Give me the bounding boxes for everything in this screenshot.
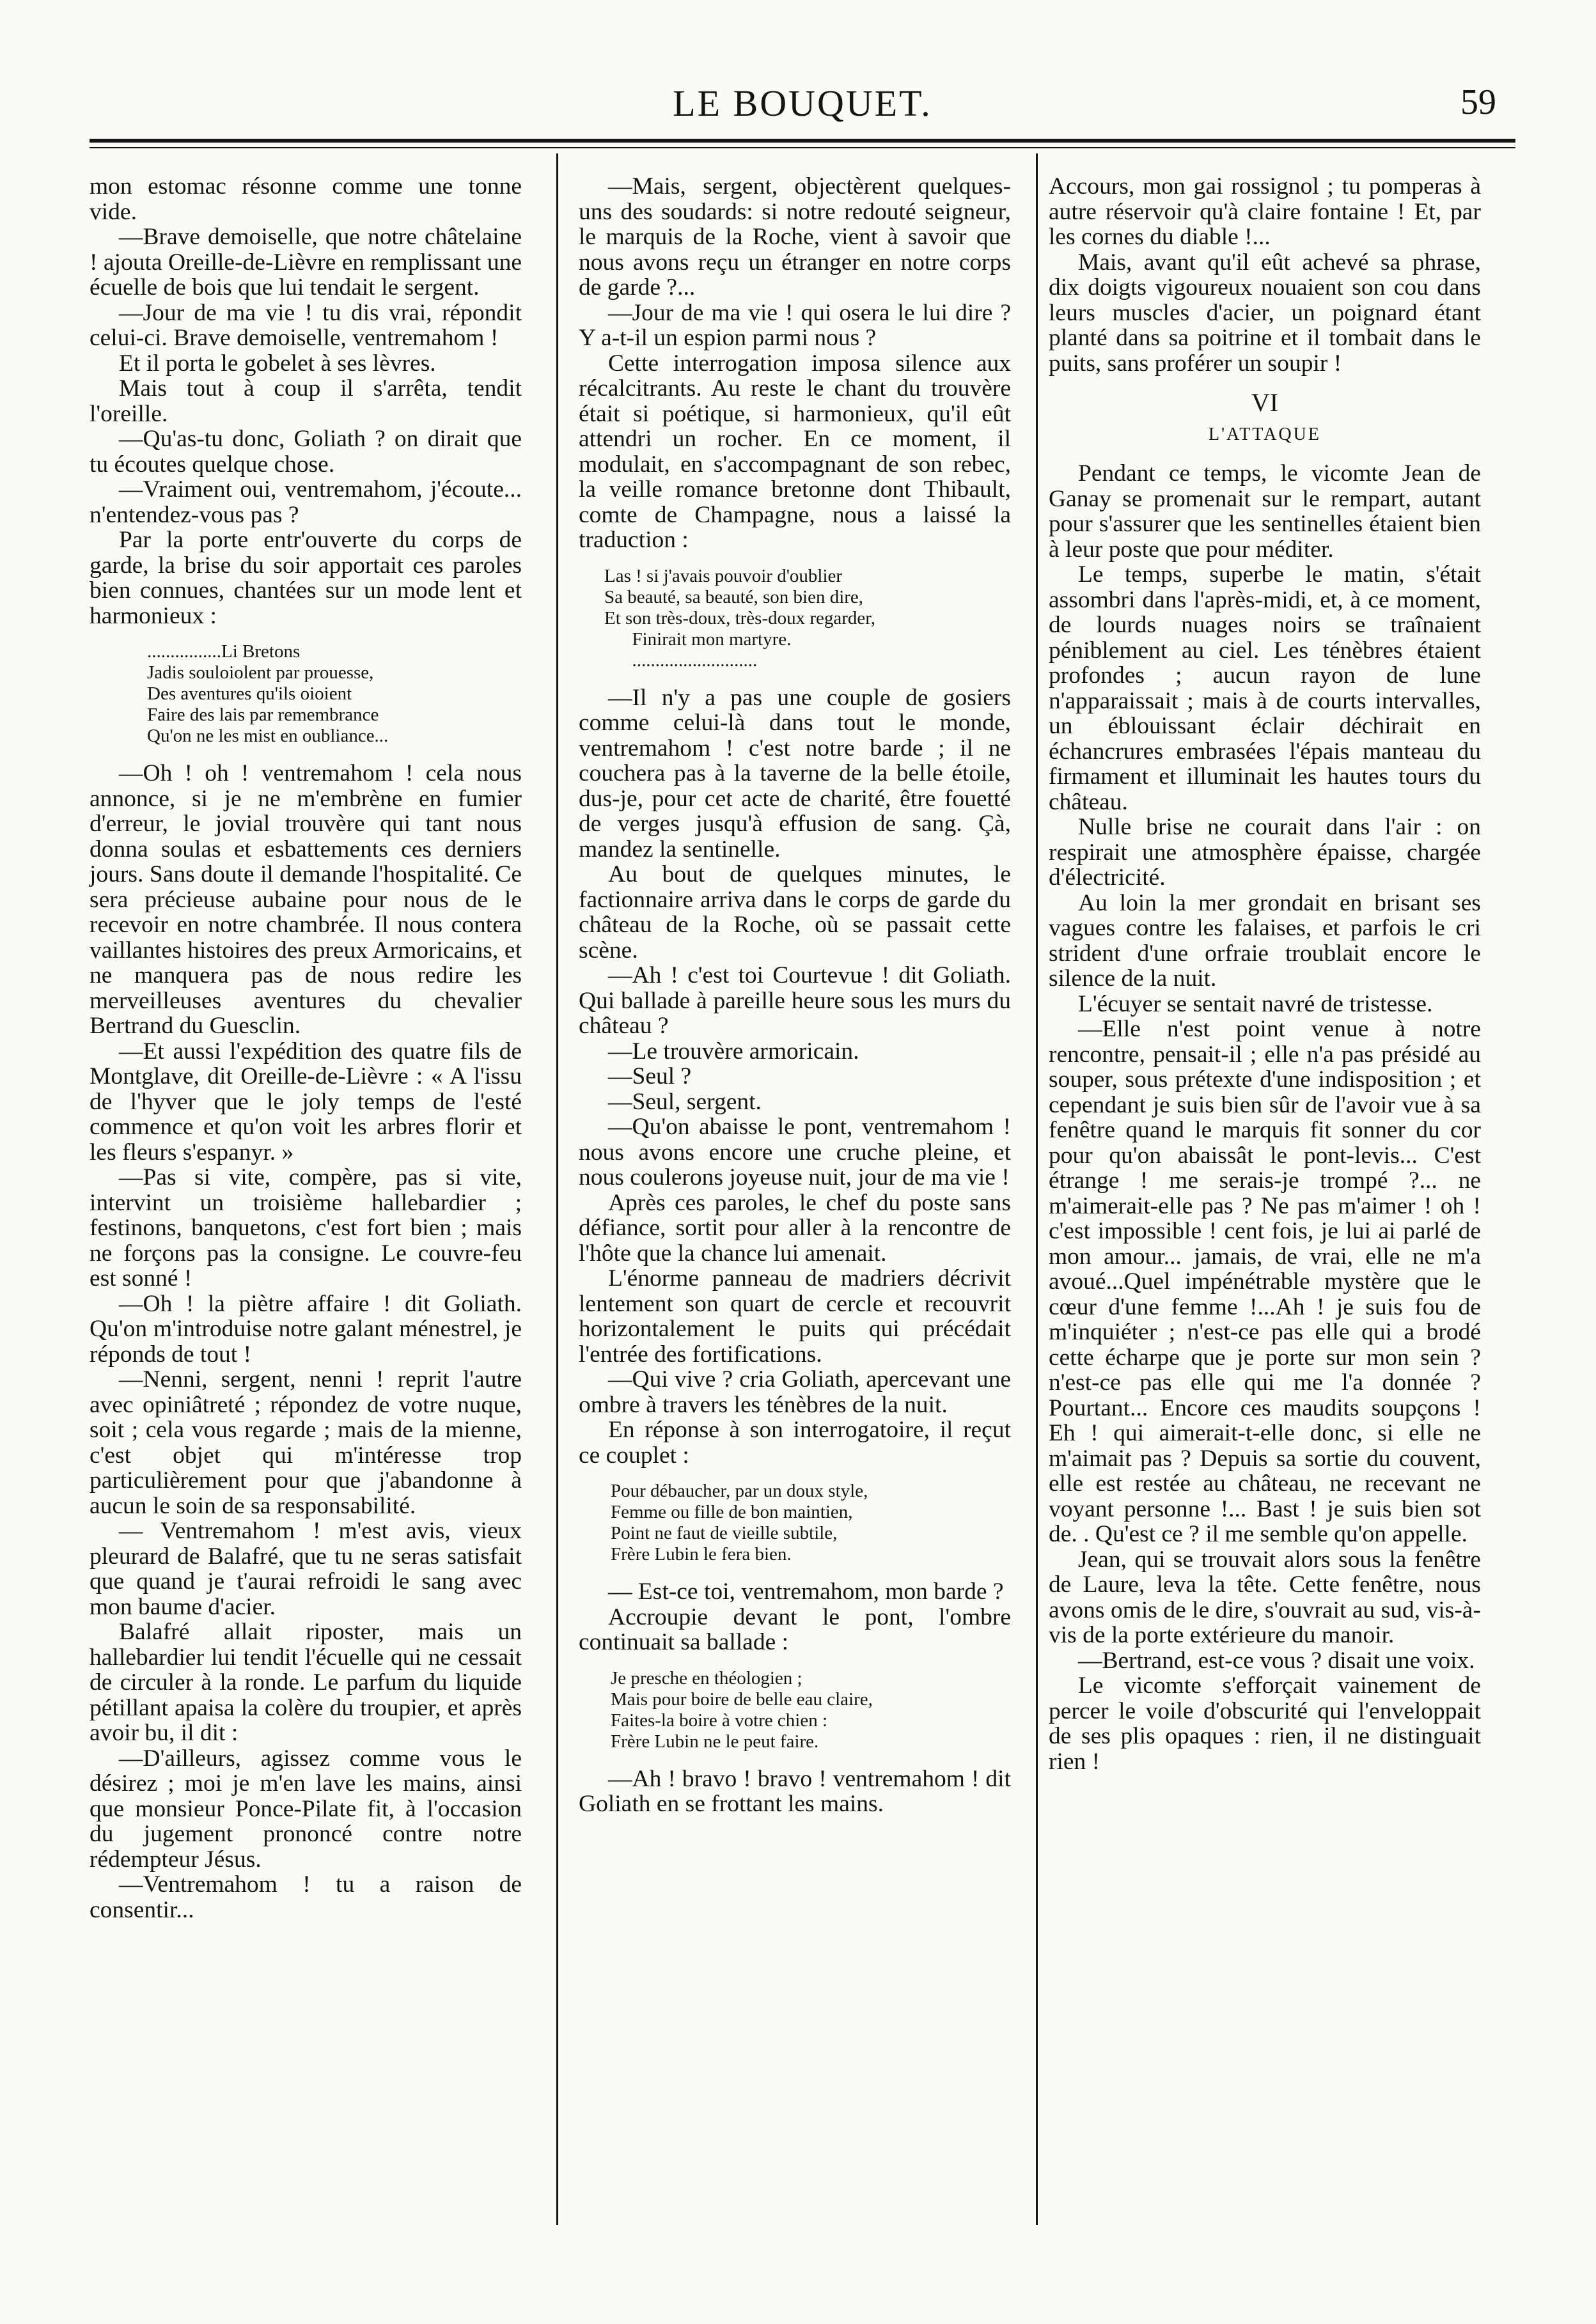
verse-block (611, 1668, 1011, 1752)
paragraph: —Qui vive ? cria Goliath, apercevant une ombre à travers les ténèbres de la nuit. (579, 1366, 1011, 1418)
paragraph: —Et aussi l'expédition des quatre fils de Montglave, dit Oreille-de-Lièvre : « A l'issu de l'hyver que le joly temps de l'esté commence et qu'on voit les arbres florir et les fleurs s'espanyr. » (90, 1038, 522, 1166)
verse-line: Faites-la boire à votre chien : (611, 1710, 828, 1731)
paragraph: Pendant ce temps, le vicomte Jean de Ganay se promenait sur le rempart, autant pour s'assurer que les sentinelles étaient bien à leur poste que pour méditer. (1049, 460, 1481, 563)
paragraph: Au loin la mer grondait en brisant ses vagues contre les falaises, et parfois le cri strident d'une orfraie troublait encore le silence de la nuit. (1049, 889, 1481, 992)
verse-line: Je presche en théologien ; (611, 1667, 802, 1688)
paragraph: —Il n'y a pas une couple de gosiers comme celui-là dans tout le monde, ventremahom ! c'est notre barde ; il ne couchera pas à la taverne de la belle étoile, dus-je, pour cet acte de charité, être fouetté de verges jusqu'à effusion de sang. Çà, mandez la sentinelle. (579, 684, 1011, 862)
paragraph: Accroupie devant le pont, l'ombre continuait sa ballade : (579, 1603, 1011, 1655)
paragraph: Par la porte entr'ouverte du corps de garde, la brise du soir apportait ces paroles bien connues, chantées sur un mode lent et harmonieux : (90, 527, 522, 629)
verse-line: Femme ou fille de bon maintien, (611, 1502, 853, 1522)
verse-line: Qu'on ne les mist en oubliance... (147, 726, 389, 746)
paragraph: Cette interrogation imposa silence aux récalcitrants. Au reste le chant du trouvère était si poétique, si harmonieux, qu'il eût attendri un rocher. En ce moment, il modulait, en s'accompagnant de son rebec, la veille romance bretonne dont Thibault, comte de Champagne, nous a laissé la traduction : (579, 350, 1011, 553)
paragraph: Jean, qui se trouvait alors sous la fenêtre de Laure, leva la tête. Cette fenêtre, nous avons omis de le dire, s'ouvrait au sud, vis-à-vis de la porte extérieure du manoir. (1049, 1546, 1481, 1648)
verse-line: Faire des lais par remembrance (147, 705, 379, 725)
paragraph: Au bout de quelques minutes, le factionnaire arriva dans le corps de garde du château de la Roche, où se passait cette scène. (579, 861, 1011, 963)
paragraph: Mais tout à coup il s'arrêta, tendit l'oreille. (90, 375, 522, 427)
verse-line: Finirait mon martyre. (604, 628, 792, 650)
column-divider-1 (556, 153, 558, 2225)
paragraph: —Ah ! bravo ! bravo ! ventremahom ! dit Goliath en se frottant les mains. (579, 1765, 1011, 1817)
paragraph: Après ces paroles, le chef du poste sans défiance, sortit pour aller à la rencontre de l'hôte que la chance lui amenait. (579, 1189, 1011, 1267)
verse-line: Las ! si j'avais pouvoir d'oublier (604, 565, 843, 586)
paragraph: L'énorme panneau de madriers décrivit lentement son quart de cercle et recouvrit horizontalement le puits qui précédait l'entrée des fortifications. (579, 1265, 1011, 1368)
paragraph: —Nenni, sergent, nenni ! reprit l'autre avec opiniâtreté ; répondez de votre nuque, soit ; cela vous regarde ; mais de la mienne, c'est objet qui m'intéresse trop particulièrement pour que j'abandonne à aucun le soin de sa responsabilité. (90, 1366, 522, 1519)
chapter-number: VI (1251, 388, 1279, 417)
paragraph: —Qu'as-tu donc, Goliath ? on dirait que tu écoutes quelque chose. (90, 426, 522, 478)
header-rule-thin (90, 147, 1515, 148)
paragraph: — Ventremahom ! m'est avis, vieux pleurard de Balafré, que tu ne seras satisfait que quand je t'aurai refroidi le sang avec mon baume d'acier. (90, 1518, 522, 1620)
verse-block (147, 641, 522, 747)
paragraph: —Brave demoiselle, que notre châtelaine ! ajouta Oreille-de-Lièvre en remplissant une écuelle de bois que lui tendait le sergent. (90, 224, 522, 300)
paragraph: Accours, mon gai rossignol ; tu pomperas à autre réservoir qu'à claire fontaine ! Et, par les cornes du diable !... (1049, 173, 1481, 250)
paragraph: —Mais, sergent, objectèrent quelques-uns des soudards: si notre redouté seigneur, le marquis de la Roche, vient à savoir que nous avons reçu un étranger en notre corps de garde ?... (579, 173, 1011, 300)
paragraph: —Ventremahom ! tu a raison de consentir... (90, 1871, 522, 1923)
column-3 (1049, 174, 1481, 1774)
header-rule-thick (90, 139, 1515, 143)
paragraph: Et il porta le gobelet à ses lèvres. (119, 350, 436, 377)
paragraph: — Est-ce toi, ventremahom, mon barde ? (608, 1579, 1004, 1605)
chapter-title: L'ATTAQUE (1209, 424, 1321, 444)
paragraph: —Seul, sergent. (608, 1088, 762, 1115)
verse-line: ................Li Bretons (147, 641, 301, 662)
paragraph: —Elle n'est point venue à notre rencontre, pensait-il ; elle n'a pas présidé au souper, sous prétexte d'une indisposition ; et cependant je suis bien sûr de l'avoir vue à sa fenêtre quand le marquis fit sonner du cor pour qu'on abaissât le pont-levis... C'est étrange ! me serais-je trompé ?... ne m'aimerait-elle pas ? Ne pas m'aimer ! oh ! c'est impossible ! cent fois, je lui ai parlé de mon amour... jamais, de vrai, elle ne m'a avoué...Quel impénétrable mystère que le cœur d'une femme !...Ah ! je suis fou de m'inquiéter ; n'est-ce pas elle qui a brodé cette écharpe que je porte sur mon sein ? n'est-ce pas elle qui me l'a donnée ? Pourtant... Encore ces maudits soupçons ! Eh ! qui aimerait-t-elle donc, si elle ne m'aimait pas ? Depuis sa sortie du couvent, elle est restée au château, ne recevant ne voyant personne !... Bast ! je suis bien sot de. . Qu'est ce ? il me semble qu'on appelle. (1049, 1016, 1481, 1547)
paragraph: —Oh ! oh ! ventremahom ! cela nous annonce, si je ne m'embrène en fumier d'erreur, le jovial trouvère qui tant nous donna soulas et esbattements ces derniers jours. Sans doute il demande l'hospitalité. Ce sera précieuse aubaine pour nous de le recevoir en notre chambrée. Il nous contera vaillantes histoires des preux Armoricains, et ne manquera pas de nous redire les merveilleuses aventures du chevalier Bertrand du Guesclin. (90, 760, 522, 1039)
paragraph: Balafré allait riposter, mais un hallebardier lui tendit l'écuelle qui ne cessait de circuler à la ronde. Le parfum du liquide pétillant apaisa la colère du troupier, et après avoir bu, il dit : (90, 1619, 522, 1746)
paragraph: —Bertrand, est-ce vous ? disait une voix. (1078, 1647, 1475, 1674)
verse-line: Point ne faut de vieille subtile, (611, 1523, 838, 1543)
journal-title: LE BOUQUET. (673, 82, 932, 124)
paragraph: —Vraiment oui, ventremahom, j'écoute... n'entendez-vous pas ? (90, 476, 522, 528)
paragraph: Nulle brise ne courait dans l'air : on respirait une atmosphère épaisse, chargée d'électricité. (1049, 814, 1481, 891)
paragraph: Mais, avant qu'il eût achevé sa phrase, dix doigts vigoureux nouaient son cou dans leurs muscles d'acier, un poignard étant planté dans sa poitrine et il tombait dans le puits, sans proférer un soupir ! (1049, 249, 1481, 377)
paragraph: —Pas si vite, compère, pas si vite, intervint un troisième hallebardier ; festinons, banquetons, c'est fort bien ; mais ne forçons pas la consigne. Le couvre-feu est sonné ! (90, 1164, 522, 1291)
verse-line: Et son très-doux, très-doux regarder, (604, 607, 876, 628)
verse-line: Jadis souloiolent par prouesse, (147, 662, 374, 683)
paragraph: —Le trouvère armoricain. (608, 1038, 859, 1065)
verse-line: Pour débaucher, par un doux style, (611, 1481, 868, 1501)
paragraph: En réponse à son interrogatoire, il reçut ce couplet : (579, 1417, 1011, 1469)
page-header (90, 82, 1515, 137)
page-number: 59 (1460, 82, 1496, 122)
verse-block (604, 566, 1011, 671)
verse-line: Sa beauté, sa beauté, son bien dire, (604, 586, 864, 607)
paragraph: —Oh ! la piètre affaire ! dit Goliath. Qu'on m'introduise notre galant ménestrel, je réponds de tout ! (90, 1290, 522, 1368)
verse-line: Frère Lubin le fera bien. (611, 1544, 792, 1564)
paragraph: Le vicomte s'efforçait vainement de percer le voile d'obscurité qui l'enveloppait de ses plis opaques : rien, il ne distinguait rien ! (1049, 1673, 1481, 1775)
verse-line: Frère Lubin ne le peut faire. (611, 1731, 819, 1752)
verse-line: Mais pour boire de belle eau claire, (611, 1688, 873, 1710)
verse-line: Des aventures qu'ils oioient (147, 683, 352, 704)
paragraph: —Jour de ma vie ! qui osera le lui dire ? Y a-t-il un espion parmi nous ? (579, 299, 1011, 351)
paragraph: —Seul ? (608, 1063, 692, 1089)
paragraph: —Jour de ma vie ! tu dis vrai, répondit celui-ci. Brave demoiselle, ventremahom ! (90, 299, 522, 351)
paragraph: —Qu'on abaisse le pont, ventremahom ! nous avons encore une cruche pleine, et nous coulerons joyeuse nuit, jour de ma vie ! (579, 1114, 1011, 1190)
column-2 (579, 174, 1011, 1817)
paragraph: —D'ailleurs, agissez comme vous le désirez ; moi je m'en lave les mains, ainsi que monsieur Ponce-Pilate fit, à l'occasion du jugement prononcé contre notre rédempteur Jésus. (90, 1745, 522, 1873)
column-divider-2 (1036, 153, 1038, 2225)
column-1 (90, 174, 522, 1922)
paragraph: Le temps, superbe le matin, s'était assombri dans l'après-midi, et, à ce moment, de lourds nuages noirs se traînaient péniblement au ciel. Les ténèbres étaient profondes ; aucun rayon de lune n'apparaissait ; mais à de courts intervalles, un éblouissant éclair déchirait en échancrures embrasées l'épais manteau du firmament et illuminait les hautes tours du château. (1049, 561, 1481, 815)
paragraph: L'écuyer se sentait navré de tristesse. (1078, 990, 1433, 1017)
verse-line: ........................... (604, 650, 758, 671)
paragraph: —Ah ! c'est toi Courtevue ! dit Goliath. Qui ballade à pareille heure sous les murs du château ? (579, 962, 1011, 1039)
paragraph: mon estomac résonne comme une tonne vide. (90, 173, 522, 225)
verse-block (611, 1481, 1011, 1565)
